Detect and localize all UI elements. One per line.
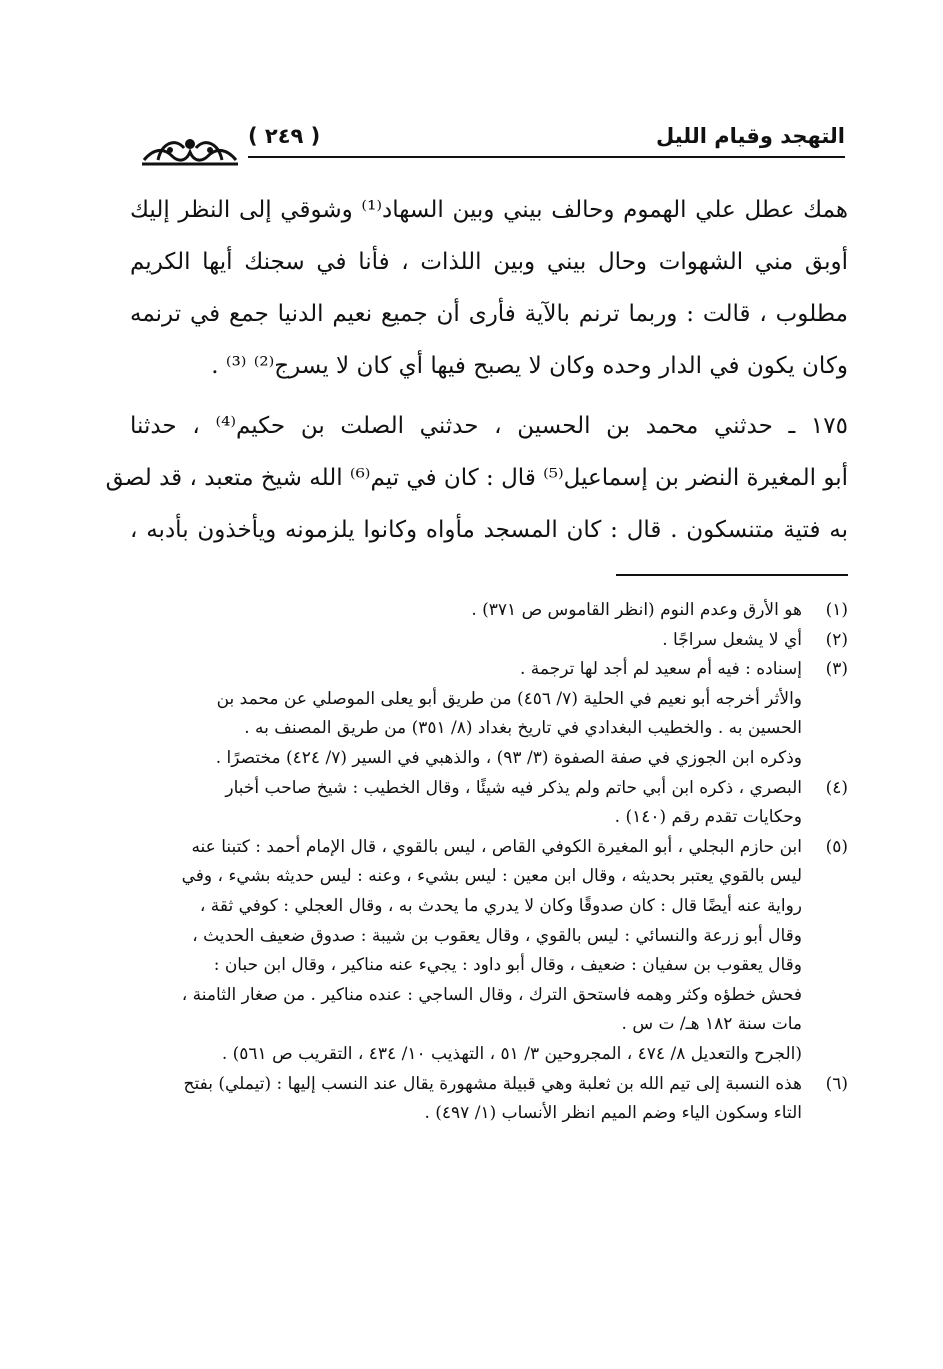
running-title: التهجد وقيام الليل (655, 124, 845, 148)
footnote-line: إسناده : فيه أم سعيد لم أجد لها ترجمة . (519, 659, 802, 680)
text-line: همك عطل علي الهموم وحالف بيني وبين السهاد⁽¹⁾ وشوقي إلى النظر إليك (130, 197, 848, 223)
text-line: مطلوب ، قالت : وربما ترنم بالآية فأرى أن جميع نعيم الدنيا جمع في ترنمه (130, 301, 848, 327)
footnote-1 (140, 596, 848, 626)
text-line: أبو المغيرة النضر بن إسماعيل⁽⁵⁾ قال : كان في تيم⁽⁶⁾ الله شيخ متعبد ، قد لصق (105, 465, 848, 491)
text-line: وكان يكون في الدار وحده وكان لا يصبح فيها أي كان لا يسرج⁽²⁾ ⁽³⁾ . (211, 353, 848, 379)
footnote-line: البصري ، ذكره ابن أبي حاتم ولم يذكر فيه شيئًا ، وقال الخطيب : شيخ صاحب أخبار (225, 777, 802, 798)
footnote-line: رواية عنه أيضًا قال : كان صدوقًا وكان لا يدري ما يحدث به ، وقال العجلي : كوفي ثقة ، (199, 895, 802, 916)
page-number: ( ٢٤٩ ) (248, 124, 321, 148)
footnote-line: والأثر أخرجه أبو نعيم في الحلية (٧/ ٤٥٦) من طريق أبو يعلى الموصلي عن محمد بن (216, 688, 802, 709)
footnote-3-continuation (140, 685, 848, 774)
footnote-line: (الجرح والتعديل ٨/ ٤٧٤ ، المجروحين ٣/ ٥١ ، التهذيب ١٠/ ٤٣٤ ، التقريب ص ٥٦١) . (221, 1043, 802, 1064)
footnote-number: (٣) (825, 659, 848, 680)
footnote-line: الحسين به . والخطيب البغدادي في تاريخ بغداد (٨/ ٣٥١) من طريق المصنف به . (244, 718, 802, 739)
footnote-separator (616, 574, 848, 576)
footnote-5-references (140, 1040, 848, 1070)
footnote-line: وذكره ابن الجوزي في صفة الصفوة (٣/ ٩٣) ، والذهبي في السير (٧/ ٤٢٤) مختصرًا . (215, 747, 802, 768)
footnote-6 (140, 1070, 848, 1129)
text-line: به فتية متنسكون . قال : كان المسجد مأواه وكانوا يلزمونه ويأخذون بأدبه ، (130, 517, 848, 543)
footnote-number: (٥) (825, 836, 848, 857)
footnote-line: التاء وسكون الياء وضم الميم انظر الأنساب (١/ ٤٩٧) . (424, 1103, 802, 1124)
footnote-line: وحكايات تقدم رقم (١٤٠) . (614, 807, 802, 828)
footnote-line: وقال يعقوب بن سفيان : ضعيف ، وقال أبو داود : يجيء عنه مناكير ، وقال ابن حبان : (213, 955, 802, 976)
footnotes (140, 596, 848, 1129)
footnote-number: (٦) (825, 1073, 848, 1094)
footnote-line: مات سنة ١٨٢ هـ/ ت س . (621, 1014, 802, 1035)
footnote-3 (140, 655, 848, 685)
footnote-2 (140, 626, 848, 656)
footnote-line: ابن حازم البجلي ، أبو المغيرة الكوفي القاص ، ليس بالقوي ، قال الإمام أحمد : كتبنا عنه (191, 836, 802, 857)
footnote-line: أي لا يشعل سراجًا . (662, 629, 802, 650)
paragraph-175 (105, 400, 848, 556)
paragraph-continuation (130, 184, 848, 392)
footnote-5 (140, 833, 848, 1040)
text-line: أوبق مني الشهوات وحال بيني وبين اللذات ، فأنا في سجنك أيها الكريم (130, 249, 848, 275)
footnote-number: (٤) (825, 777, 848, 798)
footnote-line: فحش خطؤه وكثر وهمه فاستحق الترك ، وقال الساجي : عنده مناكير . من صغار الثامنة ، (181, 984, 802, 1005)
floral-ornament-icon (140, 130, 240, 170)
footnote-number: (٢) (825, 629, 848, 650)
footnote-number: (١) (825, 600, 848, 620)
footnote-line: وقال أبو زرعة والنسائي : ليس بالقوي ، وقال يعقوب بن شيبة : صدوق ضعيف الحديث ، (192, 925, 802, 946)
page-header (140, 116, 845, 176)
footnote-line: ليس بالقوي يعتبر بحديثه ، وقال ابن معين : ليس بشيء ، وعنه : ليس حديثه بشيء ، وفي (181, 866, 802, 887)
header-rule (248, 156, 845, 158)
footnote-line: هو الأرق وعدم النوم (انظر القاموس ص ٣٧١) . (471, 600, 802, 620)
footnote-line: هذه النسبة إلى تيم الله بن ثعلبة وهي قبيلة مشهورة يقال عند النسب إليها : (تيملي) بفتح (183, 1073, 802, 1094)
footnote-4 (140, 774, 848, 833)
text-line: ١٧٥ ـ حدثني محمد بن الحسين ، حدثني الصلت بن حكيم⁽⁴⁾ ، حدثنا (130, 413, 848, 439)
